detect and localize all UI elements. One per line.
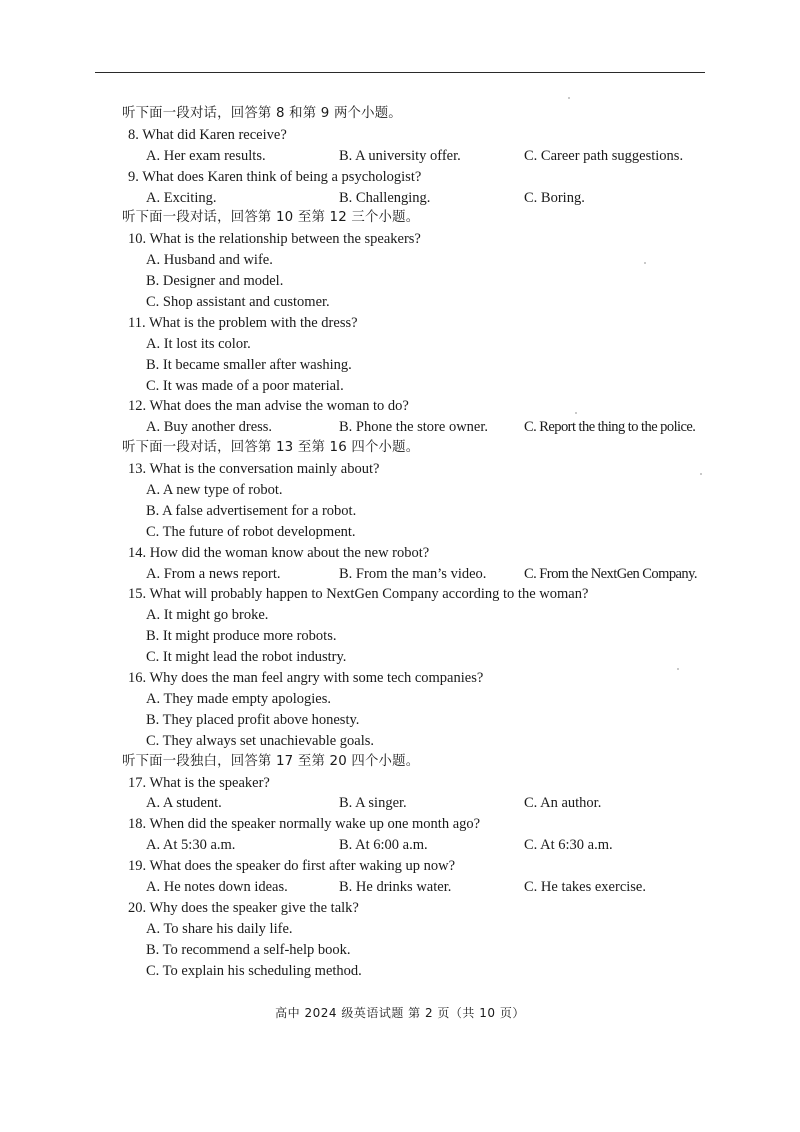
question-stem: 8. What did Karen receive? bbox=[128, 126, 287, 143]
option-c[interactable]: C. An author. bbox=[524, 795, 602, 812]
question-stem: 13. What is the conversation mainly about? bbox=[128, 461, 380, 478]
question-13-option-b bbox=[0, 501, 800, 522]
question-19-options bbox=[0, 877, 800, 898]
option-a[interactable]: A. Her exam results. bbox=[146, 147, 266, 164]
question-16-option-c bbox=[0, 731, 800, 752]
option-b[interactable]: B. Phone the store owner. bbox=[339, 419, 489, 436]
option-b[interactable]: B. He drinks water. bbox=[339, 878, 452, 895]
section-instruction bbox=[0, 752, 800, 773]
question-15-option-c bbox=[0, 647, 800, 668]
option-b[interactable]: B. It became smaller after washing. bbox=[146, 356, 352, 373]
instruction-text: 听下面一段独白，回答第 17 至第 20 四个小题。 bbox=[122, 753, 420, 769]
question-13 bbox=[0, 459, 800, 480]
section-instruction bbox=[0, 104, 800, 125]
option-c[interactable]: C. At 6:30 a.m. bbox=[524, 837, 613, 854]
option-a[interactable]: A. A new type of robot. bbox=[146, 482, 283, 499]
option-b[interactable]: B. At 6:00 a.m. bbox=[339, 837, 428, 854]
option-c[interactable]: C. The future of robot development. bbox=[146, 523, 356, 540]
option-b[interactable]: B. Challenging. bbox=[339, 189, 431, 206]
question-16-option-a bbox=[0, 689, 800, 710]
question-stem: 10. What is the relationship between the speakers? bbox=[128, 231, 421, 248]
question-14-options bbox=[0, 564, 800, 585]
question-17 bbox=[0, 773, 800, 794]
option-c[interactable]: C. He takes exercise. bbox=[524, 878, 646, 895]
scan-speck bbox=[568, 97, 570, 99]
option-a[interactable]: A. Husband and wife. bbox=[146, 252, 273, 269]
question-20-option-a bbox=[0, 919, 800, 940]
section-instruction bbox=[0, 208, 800, 229]
question-9-options bbox=[0, 188, 800, 209]
option-a[interactable]: A. A student. bbox=[146, 795, 222, 812]
option-a[interactable]: A. It lost its color. bbox=[146, 335, 251, 352]
question-11-option-b bbox=[0, 355, 800, 376]
option-a[interactable]: A. He notes down ideas. bbox=[146, 878, 288, 895]
question-stem: 17. What is the speaker? bbox=[128, 774, 270, 791]
option-b[interactable]: B. From the man’s video. bbox=[339, 565, 487, 582]
instruction-text: 听下面一段对话，回答第 13 至第 16 四个小题。 bbox=[122, 440, 420, 456]
question-10-option-b bbox=[0, 271, 800, 292]
option-b[interactable]: B. They placed profit above honesty. bbox=[146, 711, 360, 728]
option-a[interactable]: A. They made empty apologies. bbox=[146, 690, 331, 707]
option-c[interactable]: C. Report the thing to the police. bbox=[524, 419, 696, 436]
option-c[interactable]: C. They always set unachievable goals. bbox=[146, 732, 375, 749]
question-stem: 11. What is the problem with the dress? bbox=[128, 314, 358, 331]
option-b[interactable]: B. A false advertisement for a robot. bbox=[146, 502, 357, 519]
option-c[interactable]: C. It was made of a poor material. bbox=[146, 377, 344, 394]
option-c[interactable]: C. Shop assistant and customer. bbox=[146, 294, 330, 311]
question-stem: 19. What does the speaker do first after waking up now? bbox=[128, 858, 456, 875]
instruction-text: 听下面一段对话，回答第 8 和第 9 两个小题。 bbox=[122, 106, 402, 121]
question-11 bbox=[0, 313, 800, 334]
top-rule bbox=[95, 72, 705, 73]
option-b[interactable]: B. A singer. bbox=[339, 795, 407, 812]
question-10-option-a bbox=[0, 250, 800, 271]
section-instruction bbox=[0, 438, 800, 459]
option-a[interactable]: A. It might go broke. bbox=[146, 607, 269, 624]
question-12 bbox=[0, 396, 800, 417]
question-stem: 18. When did the speaker normally wake up one month ago? bbox=[128, 816, 481, 833]
question-10 bbox=[0, 229, 800, 250]
question-stem: 15. What will probably happen to NextGen Company according to the woman? bbox=[128, 586, 589, 603]
option-b[interactable]: B. A university offer. bbox=[339, 147, 461, 164]
option-b[interactable]: B. Designer and model. bbox=[146, 273, 284, 290]
question-list bbox=[0, 104, 800, 981]
question-15-option-a bbox=[0, 605, 800, 626]
question-18-options bbox=[0, 835, 800, 856]
question-stem: 14. How did the woman know about the new robot? bbox=[128, 544, 430, 561]
question-20-option-b bbox=[0, 940, 800, 961]
option-c[interactable]: C. From the NextGen Company. bbox=[524, 565, 697, 582]
question-11-option-c bbox=[0, 376, 800, 397]
question-8 bbox=[0, 125, 800, 146]
question-10-option-c bbox=[0, 292, 800, 313]
option-a[interactable]: A. Buy another dress. bbox=[146, 419, 273, 436]
question-14 bbox=[0, 543, 800, 564]
option-a[interactable]: A. From a news report. bbox=[146, 565, 281, 582]
question-13-option-c bbox=[0, 522, 800, 543]
question-stem: 12. What does the man advise the woman to do? bbox=[128, 398, 409, 415]
question-11-option-a bbox=[0, 334, 800, 355]
question-stem: 20. Why does the speaker give the talk? bbox=[128, 899, 359, 916]
question-13-option-a bbox=[0, 480, 800, 501]
option-a[interactable]: A. To share his daily life. bbox=[146, 920, 293, 937]
question-19 bbox=[0, 856, 800, 877]
option-b[interactable]: B. It might produce more robots. bbox=[146, 628, 337, 645]
option-c[interactable]: C. Career path suggestions. bbox=[524, 147, 684, 164]
question-12-options bbox=[0, 417, 800, 438]
option-a[interactable]: A. At 5:30 a.m. bbox=[146, 837, 236, 854]
question-20 bbox=[0, 898, 800, 919]
instruction-text: 听下面一段对话，回答第 10 至第 12 三个小题。 bbox=[122, 210, 420, 226]
page-footer: 高中 2024 级英语试题 第 2 页（共 10 页） bbox=[275, 1006, 525, 1020]
question-16-option-b bbox=[0, 710, 800, 731]
question-9 bbox=[0, 167, 800, 188]
option-b[interactable]: B. To recommend a self-help book. bbox=[146, 941, 351, 958]
question-15 bbox=[0, 584, 800, 605]
question-16 bbox=[0, 668, 800, 689]
question-stem: 9. What does Karen think of being a psychologist? bbox=[128, 168, 422, 185]
question-18 bbox=[0, 814, 800, 835]
option-c[interactable]: C. It might lead the robot industry. bbox=[146, 649, 347, 666]
question-17-options bbox=[0, 793, 800, 814]
question-20-option-c bbox=[0, 961, 800, 982]
question-8-options bbox=[0, 146, 800, 167]
question-stem: 16. Why does the man feel angry with some tech companies? bbox=[128, 670, 484, 687]
option-c[interactable]: C. To explain his scheduling method. bbox=[146, 962, 362, 979]
question-15-option-b bbox=[0, 626, 800, 647]
option-c[interactable]: C. Boring. bbox=[524, 189, 585, 206]
option-a[interactable]: A. Exciting. bbox=[146, 189, 217, 206]
